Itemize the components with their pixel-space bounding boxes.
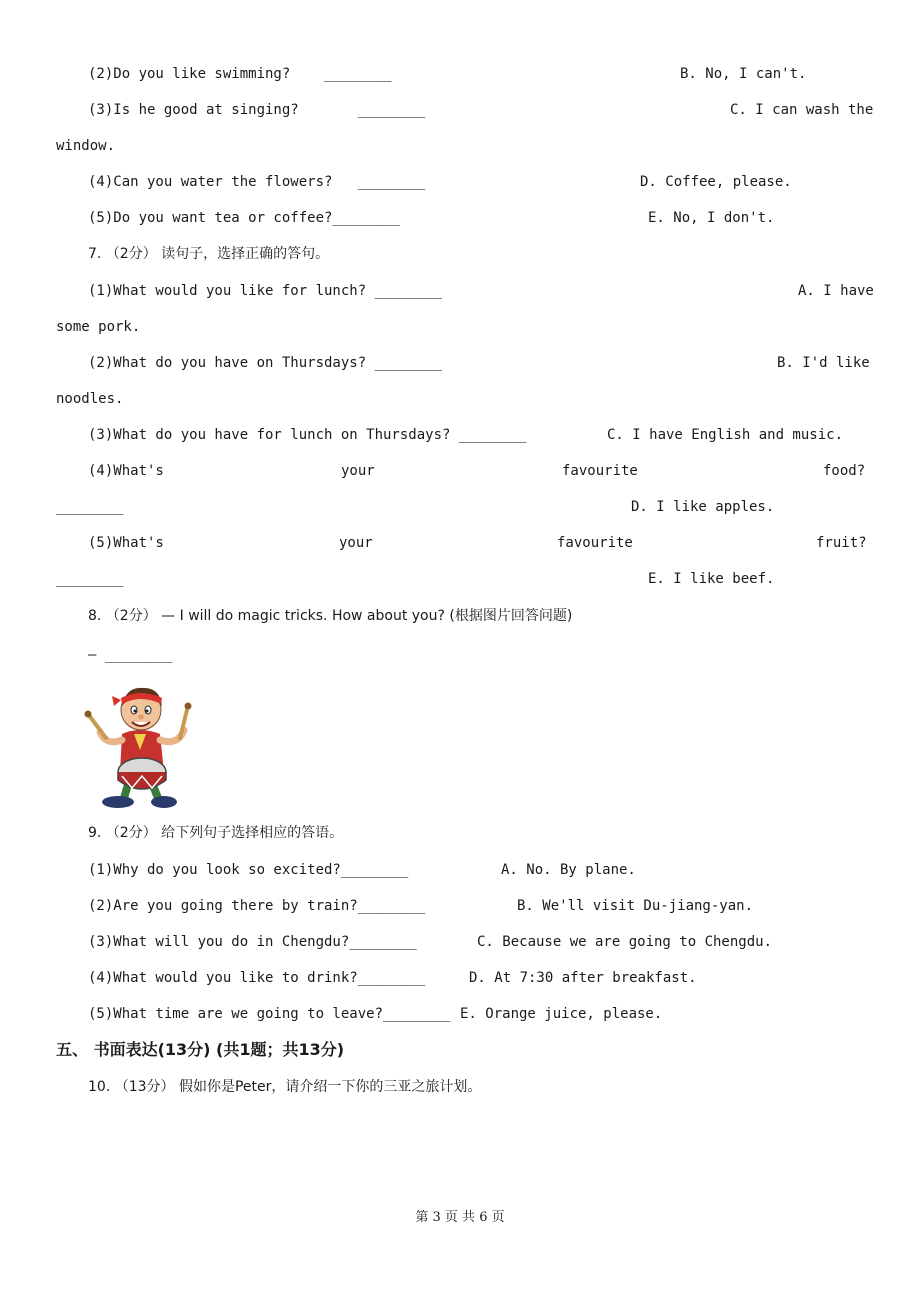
q7-item-2-question: (2)What do you have on Thursdays? ________ (88, 355, 443, 371)
answer-blank: ________ (357, 174, 426, 190)
section-5-title: 五、 书面表达(13分) (共1题；共13分) (56, 1040, 345, 1059)
q7-item-4-option: D. I like apples. (631, 499, 775, 515)
q6-item-4-question: (4)Can you water the flowers? ________ (88, 174, 426, 190)
q7-item-5-word-1: (5)What's (88, 535, 164, 551)
q6-item-2-option: B. No, I can't. (680, 66, 807, 82)
q7-item-4-word-2: your (341, 463, 375, 479)
q9-item-1-option: A. No. By plane. (501, 862, 636, 878)
q7-item-3-question: (3)What do you have for lunch on Thursdays? ________ (88, 427, 527, 443)
answer-blank: ________ (56, 571, 124, 587)
q9-item-3-option: C. Because we are going to Chengdu. (477, 934, 773, 950)
q7-item-2-option-wrap: noodles. (56, 391, 124, 407)
q8-answer-line: — ________ (88, 647, 173, 663)
q7-item-5-word-4: fruit? (816, 535, 867, 551)
q9-item-2-option: B. We'll visit Du-jiang-yan. (517, 898, 754, 914)
q6-item-5-question: (5)Do you want tea or coffee?________ (88, 210, 400, 226)
q9-item-1-question: (1)Why do you look so excited?________ (88, 862, 409, 878)
answer-blank: ________ (374, 283, 443, 299)
answer-blank: ________ (357, 102, 426, 118)
q9-item-5-option: E. Orange juice, please. (460, 1006, 663, 1022)
q9-heading: 9. （2分） 给下列句子选择相应的答语。 (88, 825, 344, 841)
answer-blank: ________ (324, 66, 392, 82)
q7-item-5-option: E. I like beef. (648, 571, 775, 587)
q9-item-3-question: (3)What will you do in Chengdu?________ (88, 934, 417, 950)
q10-heading: 10. （13分） 假如你是Peter，请介绍一下你的三亚之旅计划。 (88, 1079, 482, 1095)
q7-item-3-option: C. I have English and music. (607, 427, 844, 443)
q8-heading: 8. （2分） — I will do magic tricks. How about you? (根据图片回答问题) (88, 608, 573, 624)
answer-blank: ________ (332, 210, 400, 226)
q7-item-5-word-3: favourite (557, 535, 633, 551)
page-number-footer: 第 3 页 共 6 页 (415, 1210, 505, 1225)
q6-item-3-option: C. I can wash the (730, 102, 874, 118)
q6-item-3-option-wrap: window. (56, 138, 116, 154)
q7-item-1-option: A. I have (798, 283, 874, 299)
q9-item-2-question: (2)Are you going there by train?________ (88, 898, 426, 914)
q6-item-2-question: (2)Do you like swimming? ________ (88, 66, 392, 82)
q6-item-4-option: D. Coffee, please. (640, 174, 792, 190)
answer-blank: ________ (374, 355, 443, 371)
q6-item-3-question: (3)Is he good at singing? ________ (88, 102, 426, 118)
q7-item-1-question: (1)What would you like for lunch? ________ (88, 283, 443, 299)
q9-item-5-question: (5)What time are we going to leave?________ (88, 1006, 451, 1022)
q7-item-1-option-wrap: some pork. (56, 319, 141, 335)
q7-item-4-word-4: food? (823, 463, 866, 479)
q7-item-2-option: B. I'd like (777, 355, 870, 371)
q7-item-5-word-2: your (339, 535, 373, 551)
q6-item-5-option: E. No, I don't. (648, 210, 775, 226)
q7-heading: 7. （2分） 读句子，选择正确的答句。 (88, 246, 330, 262)
q9-item-4-question: (4)What would you like to drink?________ (88, 970, 426, 986)
q7-item-4-word-3: favourite (562, 463, 638, 479)
answer-blank: ________ (56, 499, 124, 515)
boy-playing-drum-illustration (84, 676, 204, 811)
q7-item-4-word-1: (4)What's (88, 463, 164, 479)
answer-blank: ________ (458, 427, 527, 443)
q9-item-4-option: D. At 7:30 after breakfast. (469, 970, 697, 986)
